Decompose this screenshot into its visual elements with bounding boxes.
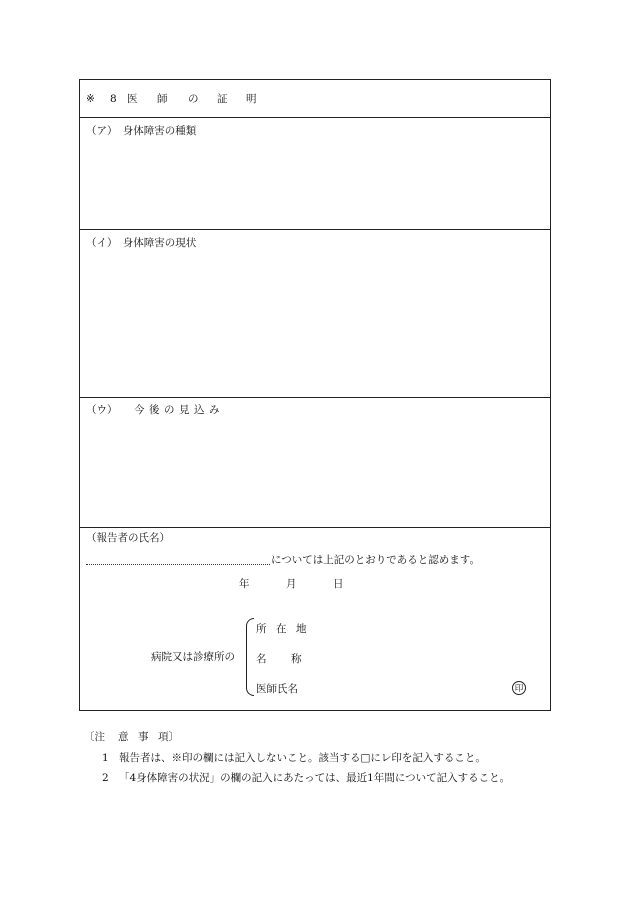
note-number: 2 (102, 772, 109, 784)
notes-title-char: 項〕 (158, 731, 179, 743)
certificate-form (79, 79, 551, 711)
doctor-name-label: 医師氏名 (256, 683, 298, 695)
brace (246, 618, 254, 696)
reporter-name-field[interactable] (86, 564, 270, 565)
address-char: 在 (276, 623, 287, 635)
name-char: 名 (256, 653, 267, 665)
prognosis-char: 後 (149, 404, 160, 416)
header-char: 明 (246, 93, 257, 105)
prognosis-char: 込 (194, 404, 205, 416)
note-text: 「4身体障害の状況」の欄の記入にあたっては、最近1年間について記入すること。 (119, 772, 511, 784)
date-year: 年 (239, 578, 250, 590)
note-text: 報告者は、※印の欄には記入しないこと。該当する□にレ印を記入すること。 (119, 752, 486, 764)
header-char: の (188, 93, 199, 105)
certify-text: については上記のとおりであると認めます。 (271, 554, 480, 566)
section-certification (80, 528, 550, 712)
notes-title-char: 意 (118, 731, 129, 743)
header-char: 証 (217, 93, 228, 105)
section-prognosis (80, 398, 550, 528)
prognosis-char: 今 (134, 404, 145, 416)
notes-title-char: 事 (138, 731, 149, 743)
note-number: 1 (102, 752, 109, 764)
prognosis-char: み (209, 404, 220, 416)
section-disability-status-label: （イ） 身体障害の現状 (86, 237, 197, 249)
address-char: 地 (296, 623, 307, 635)
name-char: 称 (291, 653, 302, 665)
header-char: 医 (127, 93, 138, 105)
seal-mark: 印 (512, 681, 526, 695)
section-prognosis-prefix: （ウ） (86, 404, 118, 416)
address-char: 所 (256, 623, 267, 635)
date-day: 日 (333, 578, 344, 590)
section-disability-type-label: （ア） 身体障害の種類 (86, 125, 197, 137)
header-number: 8 (110, 93, 117, 105)
header-row (80, 80, 550, 118)
notes-title-char: 〔注 (84, 731, 105, 743)
header-char: 師 (157, 93, 168, 105)
section-disability-status (80, 230, 550, 398)
section-disability-type (80, 118, 550, 230)
reporter-label: （報告者の氏名） (86, 532, 170, 544)
prognosis-char: の (164, 404, 175, 416)
header-mark: ※ (86, 93, 95, 105)
prognosis-char: 見 (179, 404, 190, 416)
date-month: 月 (286, 578, 297, 590)
hospital-label: 病院又は診療所の (151, 651, 235, 663)
